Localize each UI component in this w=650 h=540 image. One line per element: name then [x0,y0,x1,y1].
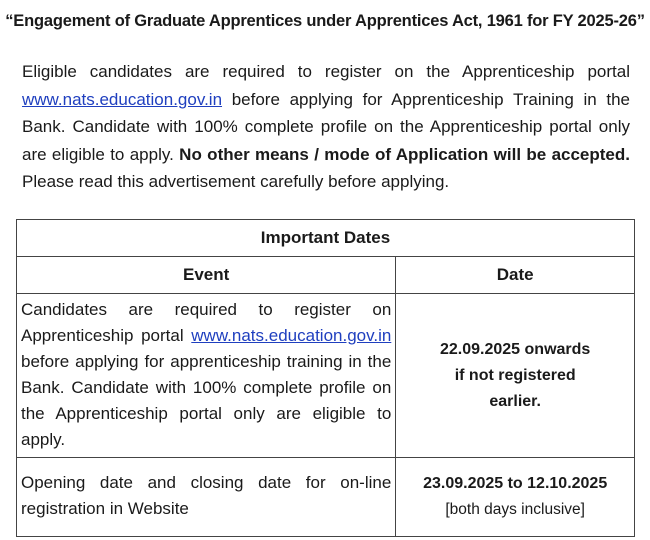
notice-heading: “Engagement of Graduate Apprentices under Apprentices Act, 1961 for FY 2025-26” [5,12,645,30]
intro-text-middle: before applying for Apprenticeship Training in the Bank. Candidate with 100% complete profile on the Apprenticeship portal only are eligible to apply. [22,89,630,164]
date-value: 22.09.2025 onwards if not registered earlier. [440,340,591,410]
intro-text-start: Eligible candidates are required to register on the Apprenticeship portal [22,62,630,81]
nats-portal-link-table[interactable]: www.nats.education.gov.in [191,326,392,345]
date-cell [396,458,635,537]
column-header-event: Event [17,257,396,294]
date-note: [both days inclusive] [445,501,585,518]
intro-text-end: Please read this advertisement carefully before applying. [22,172,450,191]
event-text-end: before applying for apprenticeship training in the Bank. Candidate with 100% complete profile on the Apprenticeship portal only are eligible to apply. [21,352,392,449]
intro-warning-text: No other means / mode of Application will be accepted. [179,144,630,164]
date-value: 23.09.2025 to 12.10.2025 [423,475,608,492]
table-row [17,294,635,458]
important-dates-table [16,219,635,537]
event-cell: Opening date and closing date for on-line registration in Website [17,458,396,537]
table-caption: Important Dates [17,220,635,257]
date-cell [396,294,635,458]
event-text-start: Candidates are required to register on Apprenticeship portal [21,300,392,345]
intro-paragraph [22,58,630,196]
table-row [17,458,635,537]
nats-portal-link[interactable]: www.nats.education.gov.in [22,89,223,109]
column-header-date: Date [396,257,635,294]
event-cell [17,294,396,458]
